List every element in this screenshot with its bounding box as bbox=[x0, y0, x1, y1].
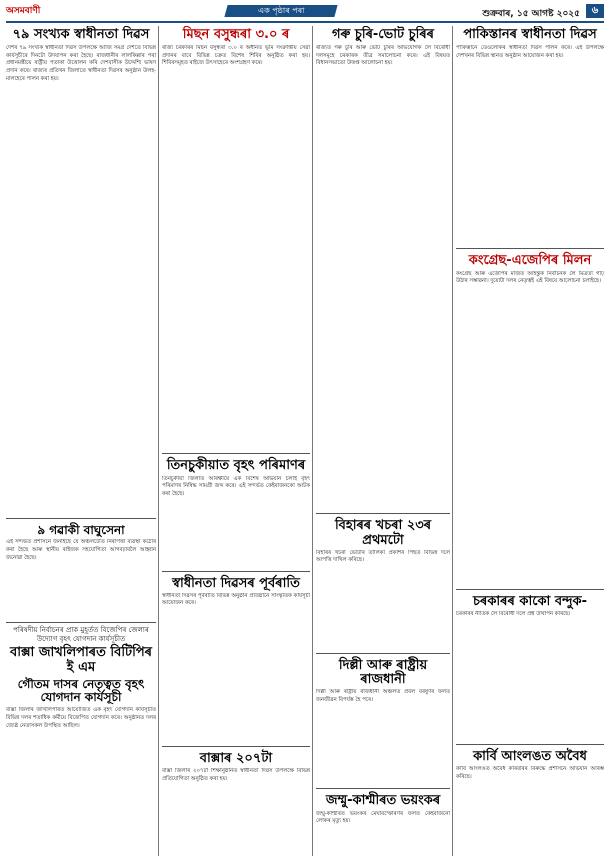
column-4 bbox=[456, 26, 604, 856]
article-independence-eve: স্বাধীনতা দিৱসৰ পূৰ্বৰাতি বিভিন্ন অনুষ্ঠান প্ৰতিষ্ঠানে সাংস্কৃতিক কাৰ্যসূচী আয়োজন কৰে। bbox=[162, 592, 310, 607]
headline-mission-basundhara: মিছন বসুন্ধৰা ৩.০ ৰ bbox=[182, 27, 290, 42]
column-1 bbox=[6, 26, 156, 856]
headline-cattle-theft: গৰু চুৰি-ভোট চুৰিৰ bbox=[332, 27, 434, 42]
column-3 bbox=[316, 26, 450, 856]
article-independence-day: দেশৰ ৭৯ সংখ্যক স্বাধীনতা দিৱস উপলক্ষে আজি সমগ্ৰ দেশতে বিভিন্ন কাৰ্যসূচীৰে দিনটো উদযাপন কৰা হৈছে। ৰাজধানীৰ লালকিল্লাৰ পৰা প্ৰধানমন্ত্ৰীয়ে ৰাষ্ট্ৰীয় পতাকা উত্তোলন কৰি দেশবাসীক উদ্দেশ্যি ভাষণ প্ৰদান কৰে। ৰাজ্যৰ প্ৰতিখন জিলাতে স্বাধীনতা দিৱসৰ অনুষ্ঠান উলহ-মালহেৰে পালন কৰা হয়। bbox=[6, 45, 156, 82]
column-divider bbox=[158, 26, 159, 856]
article-baksa-207: বাক্সা জিলাৰ ২০৭টা শিক্ষানুষ্ঠানত স্বাধীনতা দিৱস উপলক্ষে বিভিন্ন প্ৰতিযোগিতা অনুষ্ঠিত কৰা হয়। bbox=[162, 768, 310, 782]
article-tiger-soldiers: এই সন্দৰ্ভত প্ৰশাসনে জনাইছে যে অঞ্চলটোত নিৰাপত্তা ব্যৱস্থা কঠোৰ কৰা হৈছে আৰু স্থানীয় ৰাইজক সহযোগিতা আগবঢ়াবলৈ আহ্বান জনোৱা হৈছে। bbox=[6, 539, 156, 561]
headline-karbi-anglong: কাৰ্বি আংলঙত অবৈধ bbox=[473, 748, 587, 764]
article-jammu-kashmir: জম্মু-কাশ্মীৰত ভয়ংকৰ মেঘবিস্ফোৰণৰ ফলত কেইবাজনো লোকৰ মৃত্যু হয়। bbox=[316, 810, 450, 825]
divider bbox=[162, 571, 310, 572]
headline-congress-ajp: কংগ্ৰেছ-এজেপিৰ মিলন bbox=[468, 253, 592, 269]
article-congress-ajp: কংগ্ৰেছ আৰু এজেপিৰ মাজত আহন্তুক নিৰ্বাচনক লৈ মিত্ৰতা গঢ়ি উঠাৰ সম্ভাৱনা। দুয়োটা দলৰ নেতৃত্বই এই বিষয়ে আলোচনা চলাইছে। bbox=[456, 270, 604, 285]
divider bbox=[316, 513, 450, 514]
headline-tiger-soldiers: ৯ গৱাকী বাঘুসেনা bbox=[37, 523, 125, 538]
divider bbox=[456, 589, 604, 590]
dateline: শুক্ৰবাৰ, ১৫ আগষ্ট ২০২৫ bbox=[482, 9, 580, 19]
kicker-baksa: পৰিষদীয় নিৰ্বাচনৰ প্ৰাক মুহূৰ্তত বিজেপিৰ জেলাৰ উদ্যোগ বৃহৎ যোগদান কাৰ্যসূচীত bbox=[13, 626, 149, 644]
divider bbox=[162, 746, 310, 747]
divider bbox=[6, 518, 156, 519]
divider bbox=[316, 788, 450, 789]
headline-jammu-kashmir: জম্মু-কাশ্মীৰত ভয়ংকৰ bbox=[325, 793, 441, 809]
article-delhi: দিল্লী আৰু ৰাষ্ট্ৰীয় ৰাজধানী অঞ্চলত প্ৰবল বৰষুণৰ ফলত জনজীৱন বিপৰ্যস্ত হৈ পৰে। bbox=[316, 689, 450, 704]
divider bbox=[456, 744, 604, 745]
article-mission-basundhara: ৰাজ্য চৰকাৰৰ মিছন বসুন্ধৰা ৩.০ ৰ অধীনত ভূমি সংক্ৰান্তীয় সেৱা প্ৰদানৰ বাবে বিভিন্ন চক্ৰত বিশেষ শিবিৰ অনুষ্ঠিত কৰা হয়। শিবিৰসমূহত ৰাইজে উৎসাহেৰে অংশগ্ৰহণ কৰে। bbox=[162, 45, 310, 67]
divider bbox=[316, 653, 450, 654]
headline-delhi: দিল্লী আৰু ৰাষ্ট্ৰীয় ৰাজধানী bbox=[338, 657, 428, 688]
masthead bbox=[6, 4, 604, 20]
article-government-gun: চৰকাৰৰ নীতিক লৈ বিৰোধী দলে প্ৰশ্ন উত্থাপন কৰিছে। bbox=[456, 610, 571, 617]
column-divider bbox=[312, 26, 313, 856]
headline-baksa: বাক্সা জাখলিপাৰত বিটিপিৰ ই এম bbox=[9, 645, 152, 675]
continued-ribbon: এক পৃষ্ঠাৰ পৰা bbox=[224, 5, 337, 17]
divider bbox=[456, 248, 604, 249]
article-tinsukia: তিনচুকীয়া জিলাত আৰক্ষীয়ে এক বিশেষ অভিযান চলাই বৃহৎ পৰিমাণৰ নিষিদ্ধ সামগ্ৰী জব্দ কৰে। এই সন্দৰ্ভত কেইবাজনকো আটক কৰা হৈছে। bbox=[162, 475, 310, 497]
headline-gautam-das: গৌতম দাসৰ নেতৃত্বত বৃহৎ যোগদান কাৰ্যসূচী bbox=[17, 677, 145, 705]
headline-baksa-207: বাক্সাৰ ২০৭টা bbox=[199, 750, 273, 766]
article-baksa: বাক্সা জিলাৰ জাখলিপাৰত আয়োজিত এক বৃহৎ যোগদান কাৰ্যসূচীত বিভিন্ন দলৰ শতাধিক কৰ্মীয়ে বিজেপিত যোগদান কৰে। অনুষ্ঠানত দলৰ জ্যেষ্ঠ নেতাসকল উপস্থিত আছিল। bbox=[6, 707, 156, 729]
column-2 bbox=[162, 26, 310, 856]
headline-independence-day: ৭৯ সংখ্যক স্বাধীনতা দিৱস bbox=[12, 27, 150, 42]
divider bbox=[162, 453, 310, 454]
headline-pakistan: পাকিস্তানৰ স্বাধীনতা দিৱস bbox=[463, 27, 597, 42]
divider bbox=[6, 622, 156, 623]
headline-bihar: বিহাৰৰ খচৰা ২৩ৰ প্ৰথমটো bbox=[334, 518, 432, 548]
masthead-rule bbox=[6, 21, 604, 23]
page-number: ৬ bbox=[586, 4, 604, 18]
headline-tinsukia: তিনচুকীয়াত বৃহৎ পৰিমাণৰ bbox=[166, 458, 306, 474]
column-divider bbox=[452, 26, 453, 856]
headline-independence-eve: স্বাধীনতা দিৱসৰ পূৰ্বৰাতি bbox=[172, 575, 300, 591]
article-pakistan: পাকিস্তানে তেওঁলোকৰ স্বাধীনতা দিৱস পালন কৰে। এই উপলক্ষে দেশখনৰ বিভিন্ন স্থানত অনুষ্ঠান আয়োজন কৰা হয়। bbox=[456, 45, 604, 59]
newspaper-logo: অসমবাণী bbox=[6, 4, 46, 18]
headline-government-gun: চৰকাৰৰ কাকো বন্দুক- bbox=[472, 593, 587, 609]
article-cattle-theft: ৰাজ্যত গৰু চুৰি আৰু ভোট চুৰিৰ অভিযোগক লৈ বিৰোধী দলসমূহে চৰকাৰক তীব্ৰ সমালোচনা কৰে। এই বিষয়ত বিধানসভাতো উত্তপ্ত আলোচনা হয়। bbox=[316, 45, 450, 67]
article-bihar: বিহাৰৰ খচৰা ভোটাৰ তালিকা প্ৰকাশৰ পিছত বিভিন্ন দলে আপত্তি দাখিল কৰিছে। bbox=[316, 549, 450, 564]
article-karbi-anglong: কাৰ্বি আংলঙত অবৈধ কাৰবাৰৰ বিৰুদ্ধে প্ৰশাসনে অভিযান আৰম্ভ কৰিছে। bbox=[456, 766, 604, 780]
